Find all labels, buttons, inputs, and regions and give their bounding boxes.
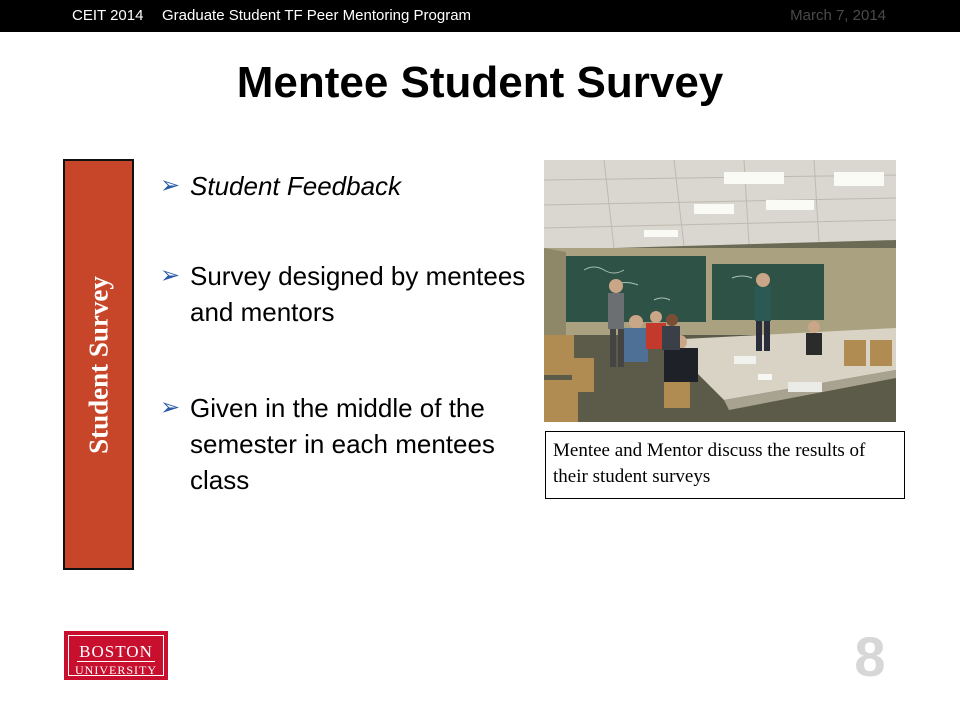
side-tab	[63, 159, 134, 570]
classroom-photo-illustration	[544, 160, 896, 422]
bullet-item	[160, 168, 401, 204]
bullet-text: Student Feedback	[190, 171, 402, 201]
bullet-text: Survey designed by mentees and mentors	[190, 261, 526, 327]
boston-university-logo	[64, 631, 168, 680]
arrow-bullet-icon: ➢	[160, 394, 181, 421]
slide-title: Mentee Student Survey	[236, 58, 724, 107]
top-bar	[0, 0, 960, 32]
conference-label: CEIT 2014	[72, 7, 144, 24]
bullet-item	[160, 390, 530, 498]
logo-line1: BOSTON	[79, 642, 153, 661]
bullet-text: Given in the middle of the semester in each mentees class	[190, 393, 495, 495]
logo-line2: UNIVERSITY	[75, 663, 157, 677]
arrow-bullet-icon: ➢	[160, 262, 181, 289]
side-tab-label: Student Survey	[83, 275, 113, 454]
arrow-bullet-icon: ➢	[160, 172, 181, 199]
logo-frame	[68, 635, 164, 676]
program-label: Graduate Student TF Peer Mentoring Program	[162, 7, 472, 24]
date-label: March 7, 2014	[790, 7, 886, 24]
classroom-photo	[544, 160, 896, 422]
page-number: 8	[854, 625, 886, 688]
bullet-item	[160, 258, 530, 330]
photo-caption: Mentee and Mentor discuss the results of their student surveys	[545, 431, 905, 499]
logo-rule	[77, 661, 155, 662]
